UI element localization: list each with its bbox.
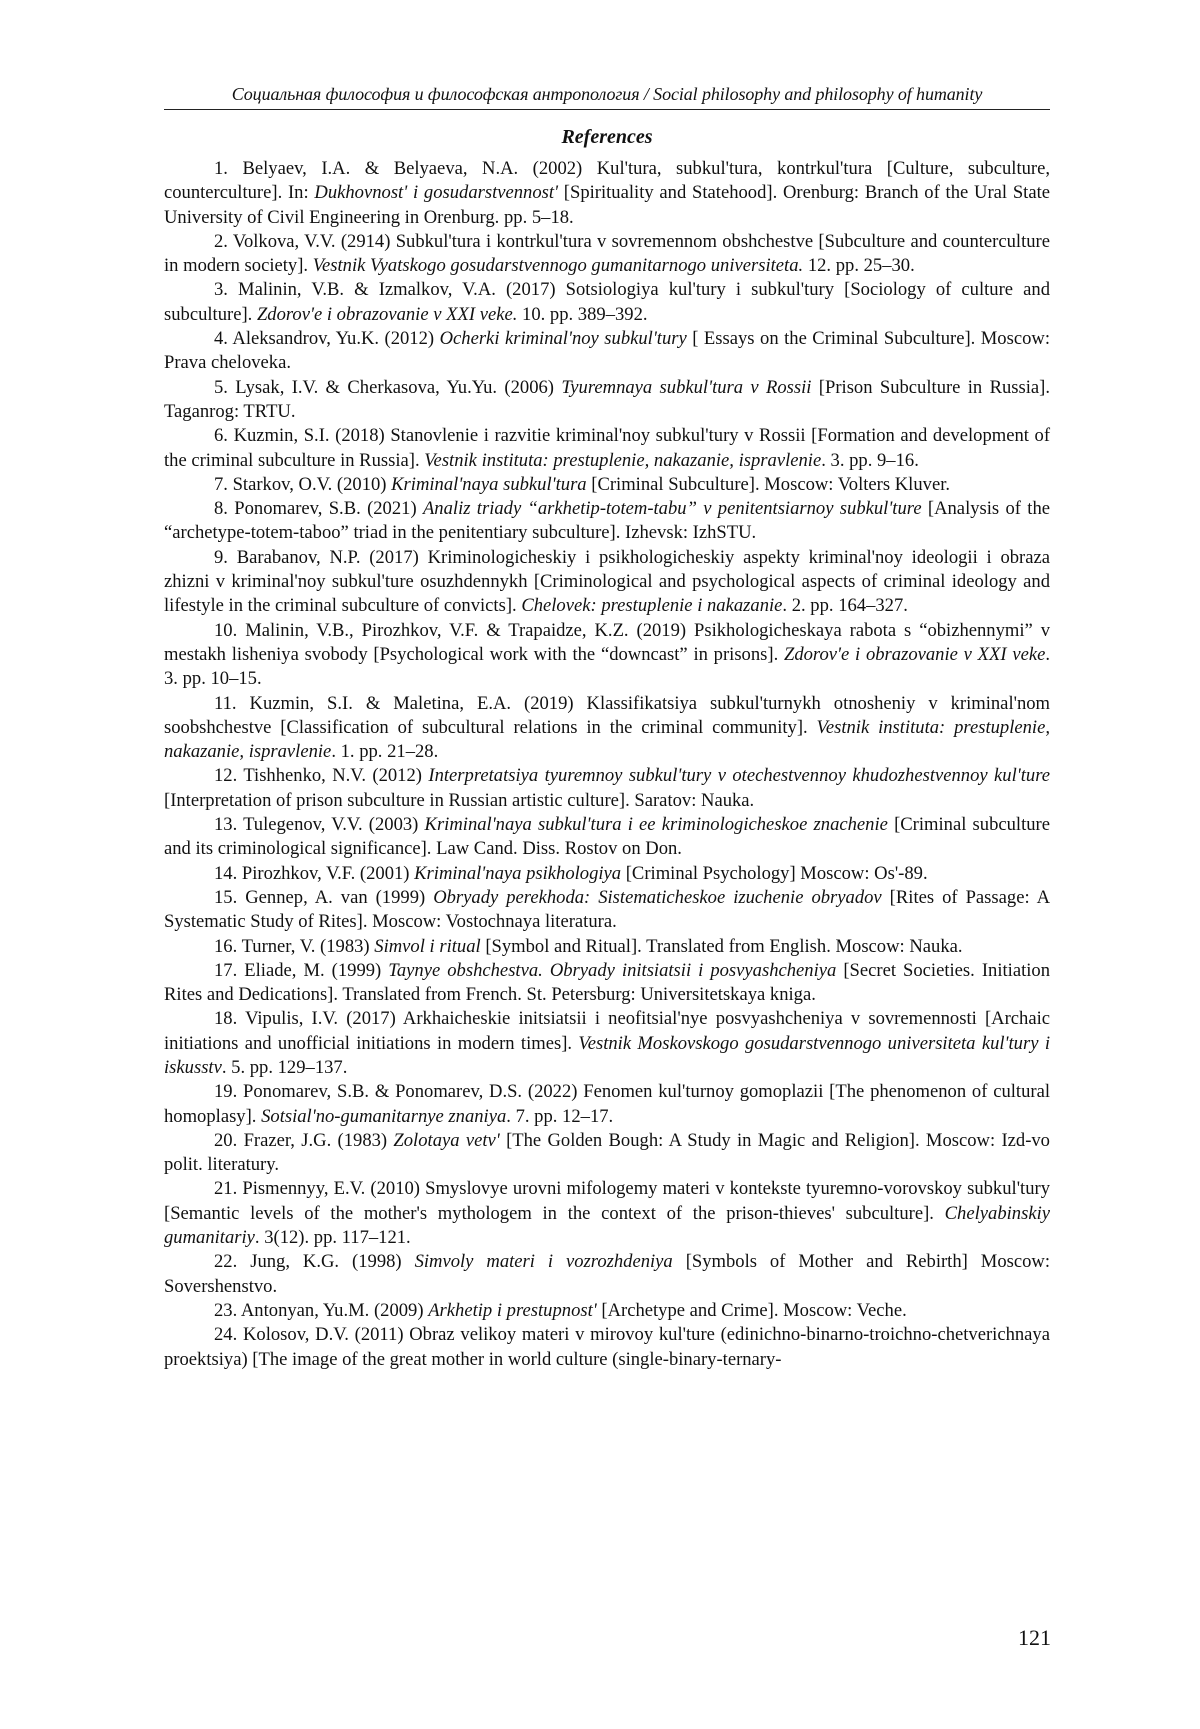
- reference-text: Starkov, O.V. (2010): [232, 473, 392, 495]
- reference-text: . 3. pp. 10–15.: [164, 643, 1050, 690]
- reference-title-italic: Analiz triady “arkhetip-totem-tabu” v penitentsiarnoy subkul'ture: [422, 498, 922, 520]
- references-list: [164, 157, 1050, 1372]
- reference-number: 5.: [214, 376, 236, 398]
- reference-number: 24.: [214, 1324, 243, 1346]
- reference-text: . 2. pp. 164–327.: [782, 595, 908, 617]
- reference-title-italic: Sotsial'no-gumanitarnye znaniya: [261, 1105, 507, 1127]
- reference-number: 4.: [214, 328, 233, 350]
- reference-text: Ponomarev, S.B. (2021): [234, 498, 423, 520]
- reference-number: 15.: [214, 886, 246, 908]
- reference-item: [164, 764, 1050, 813]
- reference-title-italic: Arkhetip i prestupnost': [428, 1299, 597, 1321]
- reference-title-italic: Tyuremnaya subkul'tura v Rossii: [561, 376, 812, 398]
- reference-title-italic: Interpretatsiya tyuremnoy subkul'tury v otechestvennoy khudozhestvennoy kul'ture: [428, 765, 1050, 787]
- reference-number: 11.: [214, 692, 250, 714]
- reference-title-italic: Obryady perekhoda: Sistematicheskoe izuchenie obryadov: [433, 886, 882, 908]
- page-content: [164, 84, 1050, 1372]
- reference-text: [ Essays on the Criminal Subculture]. Moscow: Prava cheloveka.: [164, 328, 1050, 374]
- reference-title-italic: Chelovek: prestuplenie i nakazanie: [521, 595, 783, 617]
- reference-text: Kuzmin, S.I. & Maletina, E.A. (2019) Klassifikatsiya subkul'turnykh otnosheniy v kriminal'nom soobshchestve [Classification of subcultural relations in the criminal community].: [164, 692, 1051, 738]
- reference-item: [164, 813, 1050, 862]
- reference-item: [164, 497, 1050, 546]
- reference-text: [Spirituality and Statehood]. Orenburg: Branch of the Ural State University of Civil Engineering in Orenburg. pp. 5–18.: [164, 182, 1050, 228]
- reference-item: [164, 886, 1050, 935]
- reference-text: Tishhenko, N.V. (2012): [243, 765, 429, 787]
- reference-text: [Analysis of the “archetype-totem-taboo” triad in the penitentiary subculture]. Izhevsk: IzhSTU.: [164, 498, 1050, 544]
- reference-title-italic: Kriminal'naya subkul'tura: [391, 473, 587, 495]
- reference-title-italic: Vestnik instituta: prestuplenie, nakazanie, ispravlenie: [424, 449, 822, 471]
- reference-text: Kolosov, D.V. (2011) Obraz velikoy materi v mirovoy kul'ture (edinichno-binarno-troichno-chetverichnaya proektsiya) [The image of the great mother in world culture (single-binary-ternary-: [164, 1324, 1050, 1370]
- reference-text: Gennep, A. van (1999): [245, 886, 434, 908]
- reference-item: [164, 862, 1050, 886]
- reference-number: 18.: [214, 1008, 246, 1030]
- reference-number: 13.: [214, 814, 244, 836]
- reference-number: 3.: [214, 279, 239, 301]
- reference-text: . 3. pp. 9–16.: [821, 449, 919, 471]
- reference-text: 10. pp. 389–392.: [517, 303, 648, 325]
- reference-number: 17.: [214, 959, 245, 981]
- reference-text: Barabanov, N.P. (2017) Kriminologicheskiy i psikhologicheskiy aspekty kriminal'noy ideologii i obraza zhizni v kriminal'noy subkul'ture osuzhdennykh [Criminological and psychological aspects of criminal ideology and lifestyle in the criminal subculture of convicts].: [164, 546, 1051, 617]
- reference-item: [164, 546, 1050, 619]
- reference-text: Tulegenov, V.V. (2003): [243, 814, 425, 836]
- reference-number: 12.: [214, 765, 244, 787]
- reference-title-italic: Kriminal'naya psikhologiya: [414, 862, 622, 884]
- reference-item: [164, 327, 1050, 376]
- reference-item: [164, 1129, 1050, 1178]
- reference-text: [Criminal subculture and its criminological significance]. Law Cand. Diss. Rostov on Don.: [164, 814, 1051, 860]
- reference-text: Turner, V. (1983): [241, 935, 375, 957]
- reference-text: Malinin, V.B., Pirozhkov, V.F. & Trapaidze, K.Z. (2019) Psikhologicheskaya rabota s “obizhennymi” v mestakh lisheniya svobody [Psychological work with the “downcast” in prisons].: [164, 619, 1051, 665]
- reference-number: 20.: [214, 1129, 244, 1151]
- reference-title-italic: Chelyabinskiy gumanitariy: [164, 1202, 1050, 1249]
- reference-text: Antonyan, Yu.M. (2009): [240, 1299, 429, 1321]
- reference-title-italic: Zdorov'e i obrazovanie v XXI veke: [784, 643, 1046, 665]
- reference-item: [164, 278, 1050, 327]
- reference-number: 2.: [214, 230, 233, 252]
- reference-text: Aleksandrov, Yu.K. (2012): [232, 328, 440, 350]
- reference-title-italic: Kriminal'naya subkul'tura i ee kriminologicheskoe znachenie: [424, 814, 888, 836]
- reference-text: . 7. pp. 12–17.: [506, 1105, 614, 1127]
- reference-number: 7.: [214, 473, 233, 495]
- reference-item: [164, 959, 1050, 1008]
- running-head: Социальная философия и философская антропология / Social philosophy and philosophy of humanity: [164, 84, 1050, 110]
- reference-text: Belyaev, I.A. & Belyaeva, N.A. (2002) Kul'tura, subkul'tura, kontrkul'tura [Culture, subculture, counterculture]. In:: [164, 158, 1051, 204]
- reference-title-italic: Vestnik Moskovskogo gosudarstvennogo universiteta kul'tury i iskusstv: [164, 1032, 1050, 1078]
- reference-title-italic: Taynye obshchestva. Obryady initsiatsii i posvyashcheniya: [388, 959, 837, 981]
- reference-text: [Symbols of Mother and Rebirth] Moscow: Sovershenstvo.: [164, 1251, 1050, 1297]
- reference-text: [Rites of Passage: A Systematic Study of Rites]. Moscow: Vostochnaya literatura.: [164, 886, 1051, 933]
- reference-number: 6.: [214, 425, 234, 447]
- reference-item: [164, 1250, 1050, 1299]
- reference-text: Pismennyy, E.V. (2010) Smyslovye urovni mifologemy materi v kontekste tyuremno-vorovskoy subkul'tury [Semantic levels of the mother's mythologem in the context of the prison-thieves' subculture].: [164, 1178, 1050, 1224]
- reference-number: 16.: [214, 935, 242, 957]
- reference-item: [164, 230, 1050, 279]
- reference-number: 23.: [214, 1299, 241, 1321]
- reference-title-italic: Zolotaya vetv': [393, 1129, 500, 1151]
- reference-title-italic: Simvol i ritual: [374, 935, 481, 957]
- reference-text: [Criminal Psychology] Moscow: Os'-89.: [621, 862, 928, 884]
- reference-number: 19.: [214, 1081, 244, 1103]
- reference-title-italic: Ocherki kriminal'noy subkul'tury: [439, 328, 687, 350]
- reference-item: [164, 1177, 1050, 1250]
- reference-number: 8.: [214, 498, 235, 520]
- reference-text: Ponomarev, S.B. & Ponomarev, D.S. (2022) Fenomen kul'turnoy gomoplazii [The phenomenon of cultural homoplasy].: [164, 1081, 1050, 1127]
- reference-item: [164, 692, 1050, 765]
- reference-item: [164, 619, 1050, 692]
- reference-text: [Archetype and Crime]. Moscow: Veche.: [596, 1299, 907, 1321]
- reference-text: [Secret Societies. Initiation Rites and Dedications]. Translated from French. St. Petersburg: Universitetskaya kniga.: [164, 959, 1050, 1006]
- reference-text: Pirozhkov, V.F. (2001): [241, 862, 415, 884]
- reference-text: Jung, K.G. (1998): [250, 1251, 415, 1273]
- reference-text: . 1. pp. 21–28.: [331, 741, 439, 763]
- reference-text: Eliade, M. (1999): [244, 959, 389, 981]
- reference-text: Vipulis, I.V. (2017) Arkhaicheskie initsiatsii i neofitsial'nye posvyashcheniya v sovremennosti [Archaic initiations and unofficial initiations in modern times].: [164, 1008, 1050, 1054]
- reference-text: Lysak, I.V. & Cherkasova, Yu.Yu. (2006): [235, 376, 562, 398]
- reference-item: [164, 1299, 1050, 1323]
- reference-item: [164, 157, 1050, 230]
- reference-number: 9.: [214, 546, 237, 568]
- reference-title-italic: Dukhovnost' i gosudarstvennost': [314, 182, 559, 204]
- reference-item: [164, 935, 1050, 959]
- reference-text: [Criminal Subculture]. Moscow: Volters Kluver.: [586, 473, 951, 495]
- reference-number: 21.: [214, 1178, 243, 1200]
- reference-text: . 5. pp. 129–137.: [221, 1056, 348, 1078]
- reference-number: 22.: [214, 1251, 251, 1273]
- reference-number: 1.: [214, 158, 243, 179]
- reference-item: [164, 1007, 1050, 1080]
- reference-number: 14.: [214, 862, 242, 884]
- reference-text: [The Golden Bough: A Study in Magic and Religion]. Moscow: Izd-vo polit. literatury.: [164, 1129, 1050, 1176]
- reference-title-italic: Zdorov'e i obrazovanie v XXI veke.: [256, 303, 518, 325]
- section-title: References: [561, 126, 653, 148]
- reference-text: [Interpretation of prison subculture in Russian artistic culture]. Saratov: Nauka.: [164, 789, 755, 811]
- reference-item: [164, 376, 1050, 425]
- reference-text: [Prison Subculture in Russia]. Taganrog: TRTU.: [164, 376, 1051, 422]
- reference-title-italic: Simvoly materi i vozrozhdeniya: [414, 1251, 673, 1273]
- reference-text: Malinin, V.B. & Izmalkov, V.A. (2017) Sotsiologiya kul'tury i subkul'tury [Sociology of culture and subculture].: [164, 279, 1050, 325]
- reference-text: . 3(12). pp. 117–121.: [254, 1227, 411, 1249]
- reference-text: Frazer, J.G. (1983): [243, 1129, 394, 1151]
- reference-item: [164, 1323, 1050, 1372]
- page-number: 121: [1018, 1625, 1051, 1650]
- reference-item: [164, 1080, 1050, 1129]
- reference-text: 12. pp. 25–30.: [803, 255, 915, 277]
- reference-number: 10.: [214, 619, 246, 641]
- reference-text: Kuzmin, S.I. (2018) Stanovlenie i razvitie kriminal'noy subkul'tury v Rossii [Formation and development of the criminal subculture in Russia].: [164, 425, 1051, 471]
- reference-item: [164, 424, 1050, 473]
- reference-title-italic: Vestnik Vyatskogo gosudarstvennogo gumanitarnogo universiteta.: [312, 255, 804, 277]
- reference-item: [164, 473, 1050, 497]
- reference-title-italic: Vestnik instituta: prestuplenie, nakazanie, ispravlenie: [164, 716, 1050, 763]
- reference-text: [Symbol and Ritual]. Translated from English. Moscow: Nauka.: [480, 935, 963, 957]
- reference-text: Volkova, V.V. (2914) Subkul'tura i kontrkul'tura v sovremennom obshchestve [Subculture and counterculture in modern society].: [164, 230, 1050, 277]
